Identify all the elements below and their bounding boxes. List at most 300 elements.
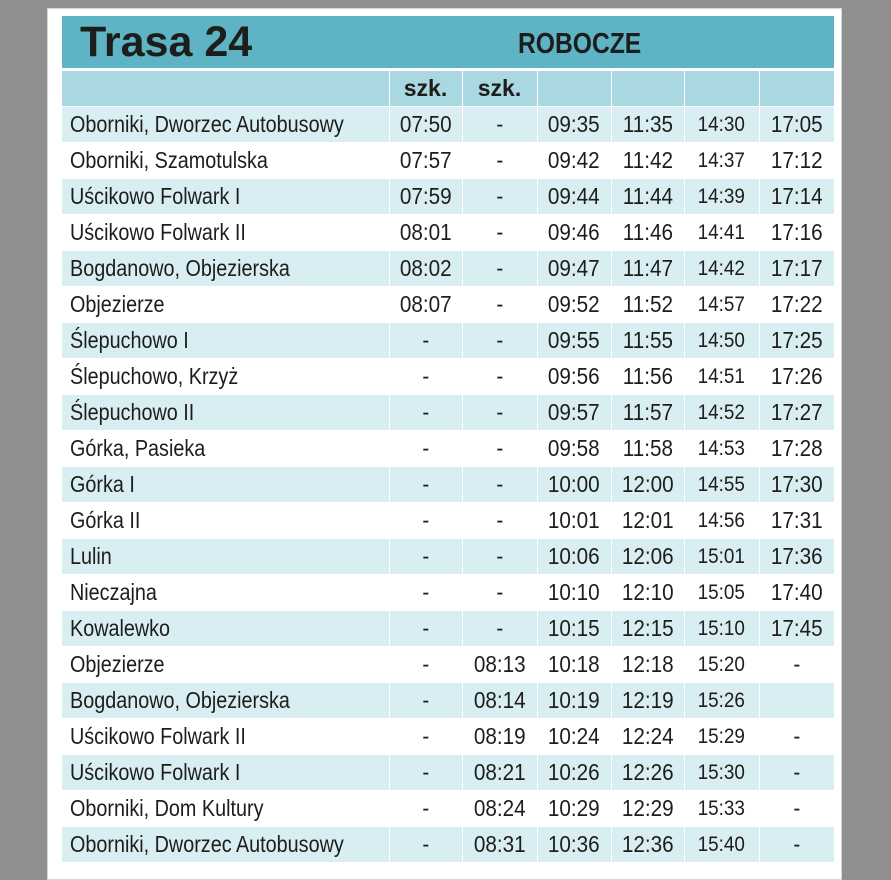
- departure-time-cell: [389, 467, 462, 503]
- departure-time: 11:55: [622, 327, 673, 353]
- stop-name: Nieczajna: [70, 579, 157, 605]
- departure-time-cell: [389, 683, 462, 719]
- departure-time-cell: [537, 431, 611, 467]
- departure-time: -: [422, 507, 429, 533]
- departure-time: 17:14: [770, 183, 823, 209]
- departure-time: -: [793, 651, 801, 677]
- table-row: [62, 179, 834, 215]
- departure-time: 10:24: [548, 723, 600, 749]
- departure-time: 07:57: [399, 147, 452, 173]
- table-row: [62, 719, 834, 755]
- departure-time: 12:19: [621, 687, 674, 713]
- departure-time-cell: [537, 611, 611, 647]
- departure-time-cell: [684, 539, 759, 575]
- stop-name: Objezierze: [70, 651, 165, 677]
- departure-time: 08:24: [473, 795, 526, 821]
- departure-time-cell: [537, 719, 611, 755]
- departure-time-cell: [684, 755, 759, 791]
- departure-time-cell: [389, 503, 462, 539]
- departure-time-cell: [759, 215, 834, 251]
- departure-time: -: [422, 471, 429, 497]
- departure-time-cell: [537, 107, 611, 143]
- table-row: [62, 755, 834, 791]
- departure-time-cell: [537, 467, 611, 503]
- departure-time: 17:05: [770, 111, 823, 137]
- departure-time: -: [496, 147, 503, 173]
- departure-time: -: [793, 831, 801, 857]
- departure-time: 12:15: [621, 615, 674, 641]
- departure-time-cell: [759, 683, 834, 719]
- stop-name-cell: [62, 179, 389, 215]
- departure-time-cell: [462, 827, 537, 863]
- departure-time-cell: [611, 827, 684, 863]
- stop-name-cell: [62, 143, 389, 179]
- departure-time-cell: [684, 575, 759, 611]
- departure-time: 15:20: [697, 652, 746, 676]
- stop-name: Kowalewko: [70, 615, 171, 641]
- departure-time: -: [422, 651, 429, 677]
- departure-time-cell: [389, 575, 462, 611]
- departure-time: -: [496, 219, 503, 245]
- departure-time-cell: [462, 575, 537, 611]
- departure-time: 10:29: [548, 795, 600, 821]
- departure-time-cell: [462, 647, 537, 683]
- departure-time: 15:05: [697, 580, 746, 604]
- departure-time: -: [496, 543, 503, 569]
- departure-time: 09:58: [548, 435, 600, 461]
- departure-time-cell: [611, 287, 684, 323]
- departure-time-cell: [611, 323, 684, 359]
- table-row: [62, 539, 834, 575]
- departure-time-cell: [389, 215, 462, 251]
- departure-time-cell: [759, 395, 834, 431]
- departure-time-cell: [537, 395, 611, 431]
- departure-time: 17:16: [770, 219, 823, 245]
- departure-time-cell: [611, 611, 684, 647]
- departure-time: 14:57: [697, 292, 746, 316]
- departure-time-cell: [759, 287, 834, 323]
- stop-name-cell: [62, 539, 389, 575]
- stop-name-cell: [62, 611, 389, 647]
- departure-time: 10:00: [548, 471, 600, 497]
- departure-time: 15:40: [697, 832, 746, 856]
- departure-time-cell: [462, 755, 537, 791]
- table-row: [62, 503, 834, 539]
- table-row: [62, 143, 834, 179]
- table-row: [62, 827, 834, 863]
- departure-time-cell: [537, 287, 611, 323]
- departure-time-cell: [462, 503, 537, 539]
- table-row: [62, 575, 834, 611]
- departure-time: -: [422, 831, 429, 857]
- departure-time: 11:35: [622, 111, 673, 137]
- departure-time: 11:44: [622, 183, 673, 209]
- stop-name: Bogdanowo, Objezierska: [70, 255, 290, 281]
- departure-time-cell: [684, 791, 759, 827]
- departure-time: -: [496, 183, 503, 209]
- timetable-page: [47, 8, 842, 880]
- departure-time: 14:56: [697, 508, 746, 532]
- departure-time-cell: [537, 755, 611, 791]
- departure-time-cell: [462, 539, 537, 575]
- departure-time-cell: [684, 143, 759, 179]
- departure-time: -: [422, 363, 429, 389]
- departure-time: -: [422, 399, 429, 425]
- departure-time-cell: [759, 431, 834, 467]
- departure-time: -: [496, 579, 503, 605]
- departure-time-cell: [611, 179, 684, 215]
- departure-time-cell: [611, 143, 684, 179]
- departure-time: 09:56: [548, 363, 600, 389]
- departure-time-cell: [389, 107, 462, 143]
- column-header: [62, 71, 389, 107]
- departure-time-cell: [611, 791, 684, 827]
- departure-time-cell: [462, 323, 537, 359]
- departure-time-cell: [611, 395, 684, 431]
- departure-time: -: [496, 255, 503, 281]
- departure-time: 14:30: [697, 112, 746, 136]
- departure-time-cell: [759, 323, 834, 359]
- departure-time-cell: [684, 503, 759, 539]
- column-header: [684, 71, 759, 107]
- table-row: [62, 359, 834, 395]
- departure-time: -: [422, 615, 429, 641]
- departure-time: 17:22: [770, 291, 823, 317]
- departure-time: 15:26: [697, 688, 746, 712]
- departure-time-cell: [462, 719, 537, 755]
- table-row: [62, 431, 834, 467]
- departure-time-cell: [462, 611, 537, 647]
- departure-time-cell: [684, 647, 759, 683]
- departure-time-cell: [462, 683, 537, 719]
- departure-time: 10:01: [548, 507, 600, 533]
- departure-time: -: [496, 327, 503, 353]
- departure-time-cell: [389, 143, 462, 179]
- departure-time: 12:10: [621, 579, 674, 605]
- departure-time-cell: [462, 143, 537, 179]
- column-header: szk.: [389, 71, 462, 107]
- table-row: [62, 395, 834, 431]
- departure-time: 11:42: [622, 147, 673, 173]
- departure-time: 11:57: [622, 399, 673, 425]
- departure-time-cell: [759, 827, 834, 863]
- departure-time: 17:30: [770, 471, 823, 497]
- departure-time-cell: [684, 683, 759, 719]
- departure-time: 10:10: [548, 579, 600, 605]
- departure-time-cell: [462, 431, 537, 467]
- departure-time-cell: [462, 251, 537, 287]
- departure-time: 09:57: [548, 399, 600, 425]
- departure-time: 14:55: [697, 472, 746, 496]
- column-header-row: [62, 71, 834, 107]
- departure-time-cell: [537, 683, 611, 719]
- departure-time-cell: [684, 107, 759, 143]
- departure-time-cell: [537, 323, 611, 359]
- departure-time: 17:45: [770, 615, 823, 641]
- stop-name: Oborniki, Dom Kultury: [70, 795, 264, 821]
- route-title: Trasa 24: [80, 18, 253, 66]
- departure-time-cell: [684, 359, 759, 395]
- departure-time: 08:02: [399, 255, 452, 281]
- stop-name: Górka II: [70, 507, 141, 533]
- departure-time: 17:12: [770, 147, 823, 173]
- stop-name: Uścikowo Folwark II: [70, 219, 246, 245]
- departure-time: 08:07: [399, 291, 452, 317]
- departure-time: 14:42: [697, 256, 746, 280]
- departure-time: 12:26: [621, 759, 674, 785]
- departure-time-cell: [537, 647, 611, 683]
- stop-name: Ślepuchowo, Krzyż: [70, 363, 239, 389]
- departure-time: -: [793, 723, 801, 749]
- departure-time-cell: [611, 503, 684, 539]
- departure-time-cell: [462, 215, 537, 251]
- departure-time-cell: [611, 215, 684, 251]
- departure-time: 09:44: [548, 183, 600, 209]
- departure-time: 12:06: [621, 543, 674, 569]
- departure-time: -: [422, 435, 429, 461]
- departure-time: 17:40: [770, 579, 823, 605]
- departure-time-cell: [389, 827, 462, 863]
- departure-time-cell: [759, 755, 834, 791]
- departure-time-cell: [759, 791, 834, 827]
- departure-time: -: [496, 399, 503, 425]
- departure-time: -: [496, 435, 503, 461]
- stop-name-cell: [62, 755, 389, 791]
- departure-time-cell: [684, 827, 759, 863]
- stop-name-cell: [62, 215, 389, 251]
- departure-time: -: [496, 507, 503, 533]
- departure-time: 11:58: [622, 435, 673, 461]
- stop-name-cell: [62, 287, 389, 323]
- column-header: [537, 71, 611, 107]
- table-row: [62, 683, 834, 719]
- departure-time-cell: [611, 719, 684, 755]
- departure-time-cell: [389, 791, 462, 827]
- departure-time-cell: [462, 467, 537, 503]
- stop-name-cell: [62, 251, 389, 287]
- stop-name-cell: [62, 359, 389, 395]
- table-row: [62, 467, 834, 503]
- departure-time: 11:47: [622, 255, 673, 281]
- stop-name: Bogdanowo, Objezierska: [70, 687, 290, 713]
- departure-time: 17:26: [770, 363, 823, 389]
- stop-name-cell: [62, 467, 389, 503]
- departure-time: 14:51: [697, 364, 746, 388]
- departure-time: 15:30: [697, 760, 746, 784]
- departure-time-cell: [611, 539, 684, 575]
- departure-time-cell: [389, 647, 462, 683]
- stop-name-cell: [62, 107, 389, 143]
- stop-name-cell: [62, 503, 389, 539]
- departure-time-cell: [462, 359, 537, 395]
- departure-time: 14:50: [697, 328, 746, 352]
- departure-time: 07:59: [399, 183, 452, 209]
- departure-time: 08:13: [473, 651, 526, 677]
- departure-time: 17:31: [770, 507, 823, 533]
- departure-time-cell: [759, 179, 834, 215]
- stop-name: Ślepuchowo II: [70, 399, 195, 425]
- departure-time: 08:14: [473, 687, 526, 713]
- departure-time-cell: [759, 539, 834, 575]
- table-row: [62, 323, 834, 359]
- table-row: [62, 611, 834, 647]
- departure-time: 17:17: [770, 255, 823, 281]
- departure-time: 12:29: [621, 795, 674, 821]
- departure-time-cell: [759, 107, 834, 143]
- departure-time-cell: [389, 323, 462, 359]
- departure-time: -: [422, 543, 429, 569]
- departure-time-cell: [389, 719, 462, 755]
- stop-name-cell: [62, 323, 389, 359]
- departure-time: 15:29: [697, 724, 746, 748]
- departure-time-cell: [611, 107, 684, 143]
- stop-name: Oborniki, Szamotulska: [70, 147, 268, 173]
- departure-time: -: [496, 111, 503, 137]
- departure-time-cell: [537, 791, 611, 827]
- departure-time: 09:52: [548, 291, 600, 317]
- departure-time-cell: [389, 611, 462, 647]
- departure-time: -: [496, 363, 503, 389]
- column-header: szk.: [462, 71, 537, 107]
- departure-time: 10:19: [548, 687, 600, 713]
- departure-time-cell: [759, 359, 834, 395]
- departure-time-cell: [759, 647, 834, 683]
- departure-time: 08:31: [473, 831, 526, 857]
- stop-name: Uścikowo Folwark II: [70, 723, 246, 749]
- stop-name-cell: [62, 827, 389, 863]
- departure-time: 12:18: [621, 651, 674, 677]
- departure-time: 14:41: [697, 220, 746, 244]
- departure-time: 09:35: [548, 111, 600, 137]
- departure-time: 08:21: [473, 759, 526, 785]
- table-row: [62, 107, 834, 143]
- departure-time-cell: [537, 215, 611, 251]
- departure-time-cell: [684, 395, 759, 431]
- departure-time: 10:26: [548, 759, 600, 785]
- departure-time: 15:01: [697, 544, 746, 568]
- departure-time-cell: [389, 287, 462, 323]
- departure-time: 09:55: [548, 327, 600, 353]
- departure-time-cell: [462, 107, 537, 143]
- table-row: [62, 647, 834, 683]
- departure-time: 17:25: [770, 327, 823, 353]
- departure-time-cell: [537, 143, 611, 179]
- departure-time-cell: [759, 467, 834, 503]
- stop-name-cell: [62, 719, 389, 755]
- departure-time-cell: [537, 251, 611, 287]
- departure-time-cell: [389, 359, 462, 395]
- departure-time: -: [422, 759, 429, 785]
- departure-time-cell: [684, 431, 759, 467]
- route-header: [62, 16, 834, 69]
- departure-time-cell: [611, 431, 684, 467]
- departure-time-cell: [759, 503, 834, 539]
- stop-name: Górka I: [70, 471, 135, 497]
- departure-time-cell: [684, 251, 759, 287]
- departure-time: -: [422, 327, 429, 353]
- departure-time-cell: [462, 395, 537, 431]
- stop-name: Objezierze: [70, 291, 165, 317]
- departure-time-cell: [462, 791, 537, 827]
- stop-name: Górka, Pasieka: [70, 435, 206, 461]
- departure-time-cell: [537, 359, 611, 395]
- stop-name: Ślepuchowo I: [70, 327, 189, 353]
- departure-time-cell: [462, 179, 537, 215]
- departure-time: 10:15: [548, 615, 600, 641]
- departure-time: 14:53: [697, 436, 746, 460]
- departure-time: 14:37: [697, 148, 746, 172]
- departure-time-cell: [759, 143, 834, 179]
- stop-name-cell: [62, 431, 389, 467]
- stop-name-cell: [62, 395, 389, 431]
- departure-time: 09:46: [548, 219, 600, 245]
- departure-time-cell: [611, 683, 684, 719]
- departure-time: 12:24: [621, 723, 674, 749]
- departure-time-cell: [684, 215, 759, 251]
- departure-time: 07:50: [399, 111, 452, 137]
- departure-time: 15:10: [697, 616, 746, 640]
- departure-time: 17:28: [770, 435, 823, 461]
- departure-time: 17:27: [770, 399, 823, 425]
- departure-time-cell: [389, 179, 462, 215]
- departure-time-cell: [611, 251, 684, 287]
- departure-time-cell: [389, 755, 462, 791]
- departure-time: 17:36: [770, 543, 823, 569]
- departure-time: 12:01: [621, 507, 674, 533]
- departure-time: -: [793, 759, 801, 785]
- departure-time-cell: [684, 611, 759, 647]
- stop-name: Oborniki, Dworzec Autobusowy: [70, 831, 344, 857]
- departure-time-cell: [389, 251, 462, 287]
- stop-name: Uścikowo Folwark I: [70, 759, 241, 785]
- departure-time: 08:01: [399, 219, 452, 245]
- departure-time: 11:46: [622, 219, 673, 245]
- departure-time-cell: [684, 467, 759, 503]
- departure-time: 08:19: [473, 723, 526, 749]
- stop-name: Uścikowo Folwark I: [70, 183, 241, 209]
- departure-time: 12:00: [621, 471, 674, 497]
- departure-time: -: [496, 615, 503, 641]
- departure-time-cell: [684, 287, 759, 323]
- departure-time-cell: [537, 575, 611, 611]
- stop-name: Lulin: [70, 543, 112, 569]
- departure-time-cell: [462, 287, 537, 323]
- departure-time-cell: [389, 431, 462, 467]
- departure-time-cell: [684, 323, 759, 359]
- departure-time: -: [422, 723, 429, 749]
- stop-name: Oborniki, Dworzec Autobusowy: [70, 111, 344, 137]
- departure-time-cell: [684, 719, 759, 755]
- departure-time-cell: [611, 359, 684, 395]
- column-header: [759, 71, 834, 107]
- departure-time: 12:36: [621, 831, 674, 857]
- departure-time-cell: [611, 647, 684, 683]
- departure-time: -: [793, 795, 801, 821]
- stop-name-cell: [62, 575, 389, 611]
- departure-time: 11:52: [622, 291, 673, 317]
- departure-time-cell: [684, 179, 759, 215]
- table-row: [62, 791, 834, 827]
- departure-time: 10:18: [548, 651, 600, 677]
- table-row: [62, 215, 834, 251]
- departure-time-cell: [389, 395, 462, 431]
- departure-time-cell: [611, 575, 684, 611]
- column-header: [611, 71, 684, 107]
- departure-time-cell: [759, 251, 834, 287]
- table-row: [62, 287, 834, 323]
- departure-time: 14:39: [697, 184, 746, 208]
- departure-time: -: [496, 291, 503, 317]
